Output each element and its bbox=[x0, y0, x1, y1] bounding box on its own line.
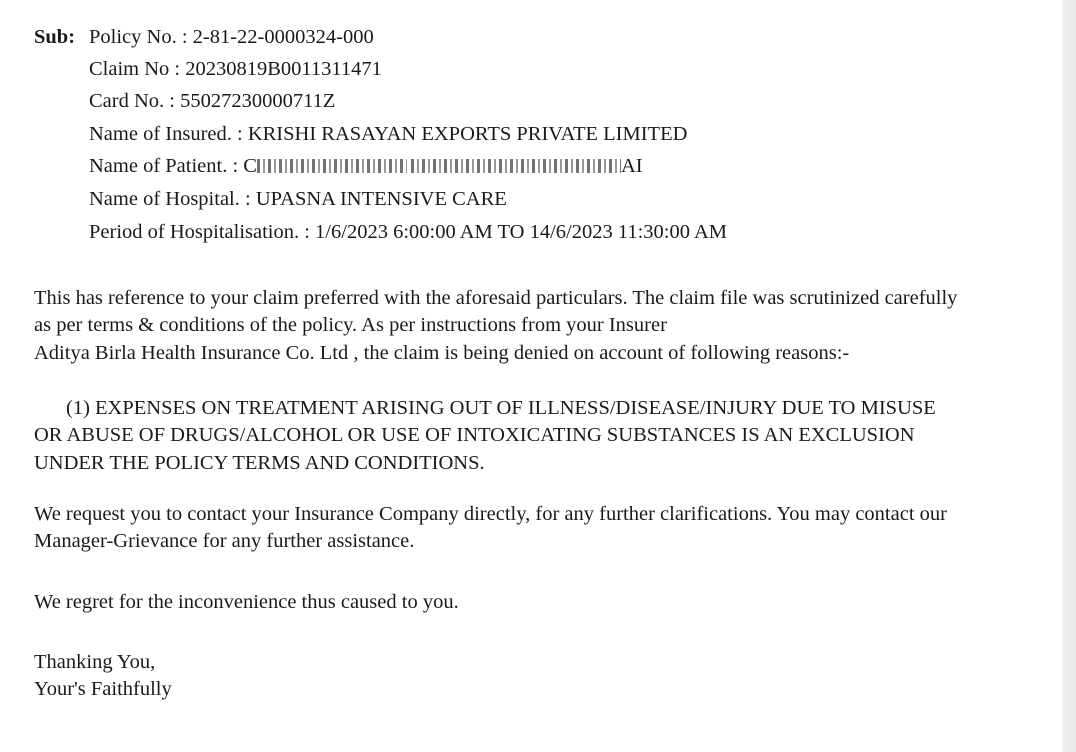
subject-label: Sub: bbox=[34, 26, 76, 48]
redaction-mark bbox=[411, 159, 621, 173]
patient-name-prefix: Name of Patient. : C bbox=[89, 155, 257, 177]
closing-signoff: Your's Faithfully bbox=[34, 678, 172, 700]
reference-paragraph-line-2: as per terms & conditions of the policy. As per instructions from your Insurer bbox=[34, 314, 667, 336]
hospital-name: Name of Hospital. : UPASNA INTENSIVE CARE bbox=[89, 188, 507, 210]
policy-number: Policy No. : 2-81-22-0000324-000 bbox=[89, 26, 374, 48]
hospitalisation-period: Period of Hospitalisation. : 1/6/2023 6:00:00 AM TO 14/6/2023 11:30:00 AM bbox=[89, 221, 727, 243]
denial-reason-line-1: (1) EXPENSES ON TREATMENT ARISING OUT OF ILLNESS/DISEASE/INJURY DUE TO MISUSE bbox=[66, 397, 936, 419]
closing-thanks: Thanking You, bbox=[34, 651, 156, 673]
reference-paragraph-line-1: This has reference to your claim preferred with the aforesaid particulars. The claim file was scrutinized carefully bbox=[34, 287, 958, 309]
card-number: Card No. : 55027230000711Z bbox=[89, 90, 336, 112]
denial-reason-line-3: UNDER THE POLICY TERMS AND CONDITIONS. bbox=[34, 452, 485, 474]
patient-name-suffix: AI bbox=[620, 155, 643, 177]
redaction-mark bbox=[257, 159, 407, 173]
claim-number: Claim No : 20230819B0011311471 bbox=[89, 58, 382, 80]
reference-paragraph-line-3: Aditya Birla Health Insurance Co. Ltd , the claim is being denied on account of following reasons:- bbox=[34, 342, 850, 364]
contact-paragraph-line-2: Manager-Grievance for any further assistance. bbox=[34, 530, 415, 552]
denial-reason-line-2: OR ABUSE OF DRUGS/ALCOHOL OR USE OF INTOXICATING SUBSTANCES IS AN EXCLUSION bbox=[34, 424, 915, 446]
patient-name bbox=[89, 153, 643, 180]
regret-line: We regret for the inconvenience thus caused to you. bbox=[34, 591, 459, 613]
insured-name: Name of Insured. : KRISHI RASAYAN EXPORTS PRIVATE LIMITED bbox=[89, 123, 688, 145]
page-edge-shadow bbox=[1062, 0, 1076, 752]
contact-paragraph-line-1: We request you to contact your Insurance Company directly, for any further clarifications. You may contact our bbox=[34, 503, 947, 525]
